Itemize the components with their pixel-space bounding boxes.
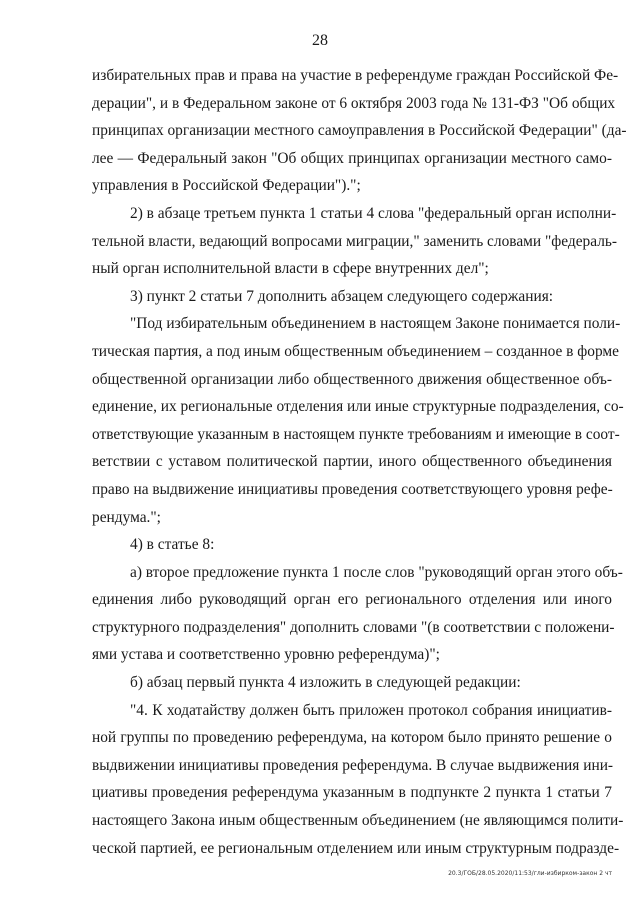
text-line: б) абзац первый пункта 4 изложить в следующей редакции: — [130, 674, 521, 692]
paragraph — [92, 559, 623, 669]
text-line: структурного подразделения" дополнить словами "(в соответствии с положени- — [92, 618, 615, 636]
text-line: "Под избирательным объединением в настоящем Законе понимается поли- — [130, 315, 621, 333]
text-line: общественной организации либо общественного движения общественное объ- — [92, 370, 612, 388]
text-line: ческой партией, ее региональным отделением или иным структурным подразде- — [92, 839, 620, 857]
paragraph — [92, 200, 618, 283]
text-line: рендума."; — [92, 508, 161, 526]
text-line: ответствующие указанным в настоящем пункте требованиям и имеющие в соот- — [92, 425, 620, 443]
paragraph — [92, 531, 612, 559]
paragraph — [92, 62, 627, 200]
page-number: 28 — [312, 32, 328, 49]
text-line: настоящего Закона иным общественным объединением (не являющимся полити- — [92, 812, 624, 830]
text-line: 4) в статье 8: — [130, 536, 215, 554]
document-footer-stamp: 20.3/ГОБ/28.05.2020/11:53/гли-избирком-закон 2 чт — [448, 870, 612, 877]
text-line: единение, их региональные отделения или иные структурные подразделения, со- — [92, 398, 624, 416]
text-line: а) второе предложение пункта 1 после слов "руководящий орган этого объ- — [130, 563, 623, 581]
text-line: дерации", и в Федеральном законе от 6 октября 2003 года № 131-ФЗ "Об общих — [92, 94, 616, 112]
paragraph — [92, 669, 612, 697]
text-line: тельной власти, ведающий вопросами миграции," заменить словами "федераль- — [92, 232, 618, 250]
text-line: ной группы по проведению референдума, на котором было принято решение о — [92, 729, 612, 747]
text-line: ветствии с уставом политической партии, иного общественного объединения — [92, 453, 612, 471]
text-line: право на выдвижение инициативы проведения соответствующего уровня рефе- — [92, 480, 613, 498]
text-line: тическая партия, а под иным общественным объединением – созданное в форме — [92, 342, 619, 360]
text-line: единения либо руководящий орган его регионального отделения или иного — [92, 591, 612, 609]
text-line: "4. К ходатайству должен быть приложен протокол собрания инициатив- — [130, 701, 612, 719]
text-line: управления в Российской Федерации")."; — [92, 177, 361, 195]
paragraph — [92, 697, 624, 863]
text-line: циативы проведения референдума указанным в подпункте 2 пункта 1 статьи 7 — [92, 784, 612, 802]
text-line: избирательных прав и права на участие в референдуме граждан Российской Фе- — [92, 67, 619, 84]
text-line: 2) в абзаце третьем пункта 1 статьи 4 слова "федеральный орган исполни- — [130, 204, 617, 222]
text-line: 3) пункт 2 статьи 7 дополнить абзацем следующего содержания: — [130, 287, 554, 305]
text-line: лее — Федеральный закон "Об общих принципах организации местного само- — [92, 149, 612, 167]
text-line: ный орган исполнительной власти в сфере внутренних дел"; — [92, 260, 489, 278]
document-body — [92, 62, 627, 862]
text-line: выдвижении инициативы проведения референдума. В случае выдвижения ини- — [92, 756, 614, 774]
paragraph — [92, 283, 612, 311]
text-line: принципах организации местного самоуправления в Российской Федерации" (да- — [92, 122, 627, 140]
text-line: ями устава и соответственно уровню референдума)"; — [92, 646, 440, 664]
paragraph — [92, 310, 624, 531]
